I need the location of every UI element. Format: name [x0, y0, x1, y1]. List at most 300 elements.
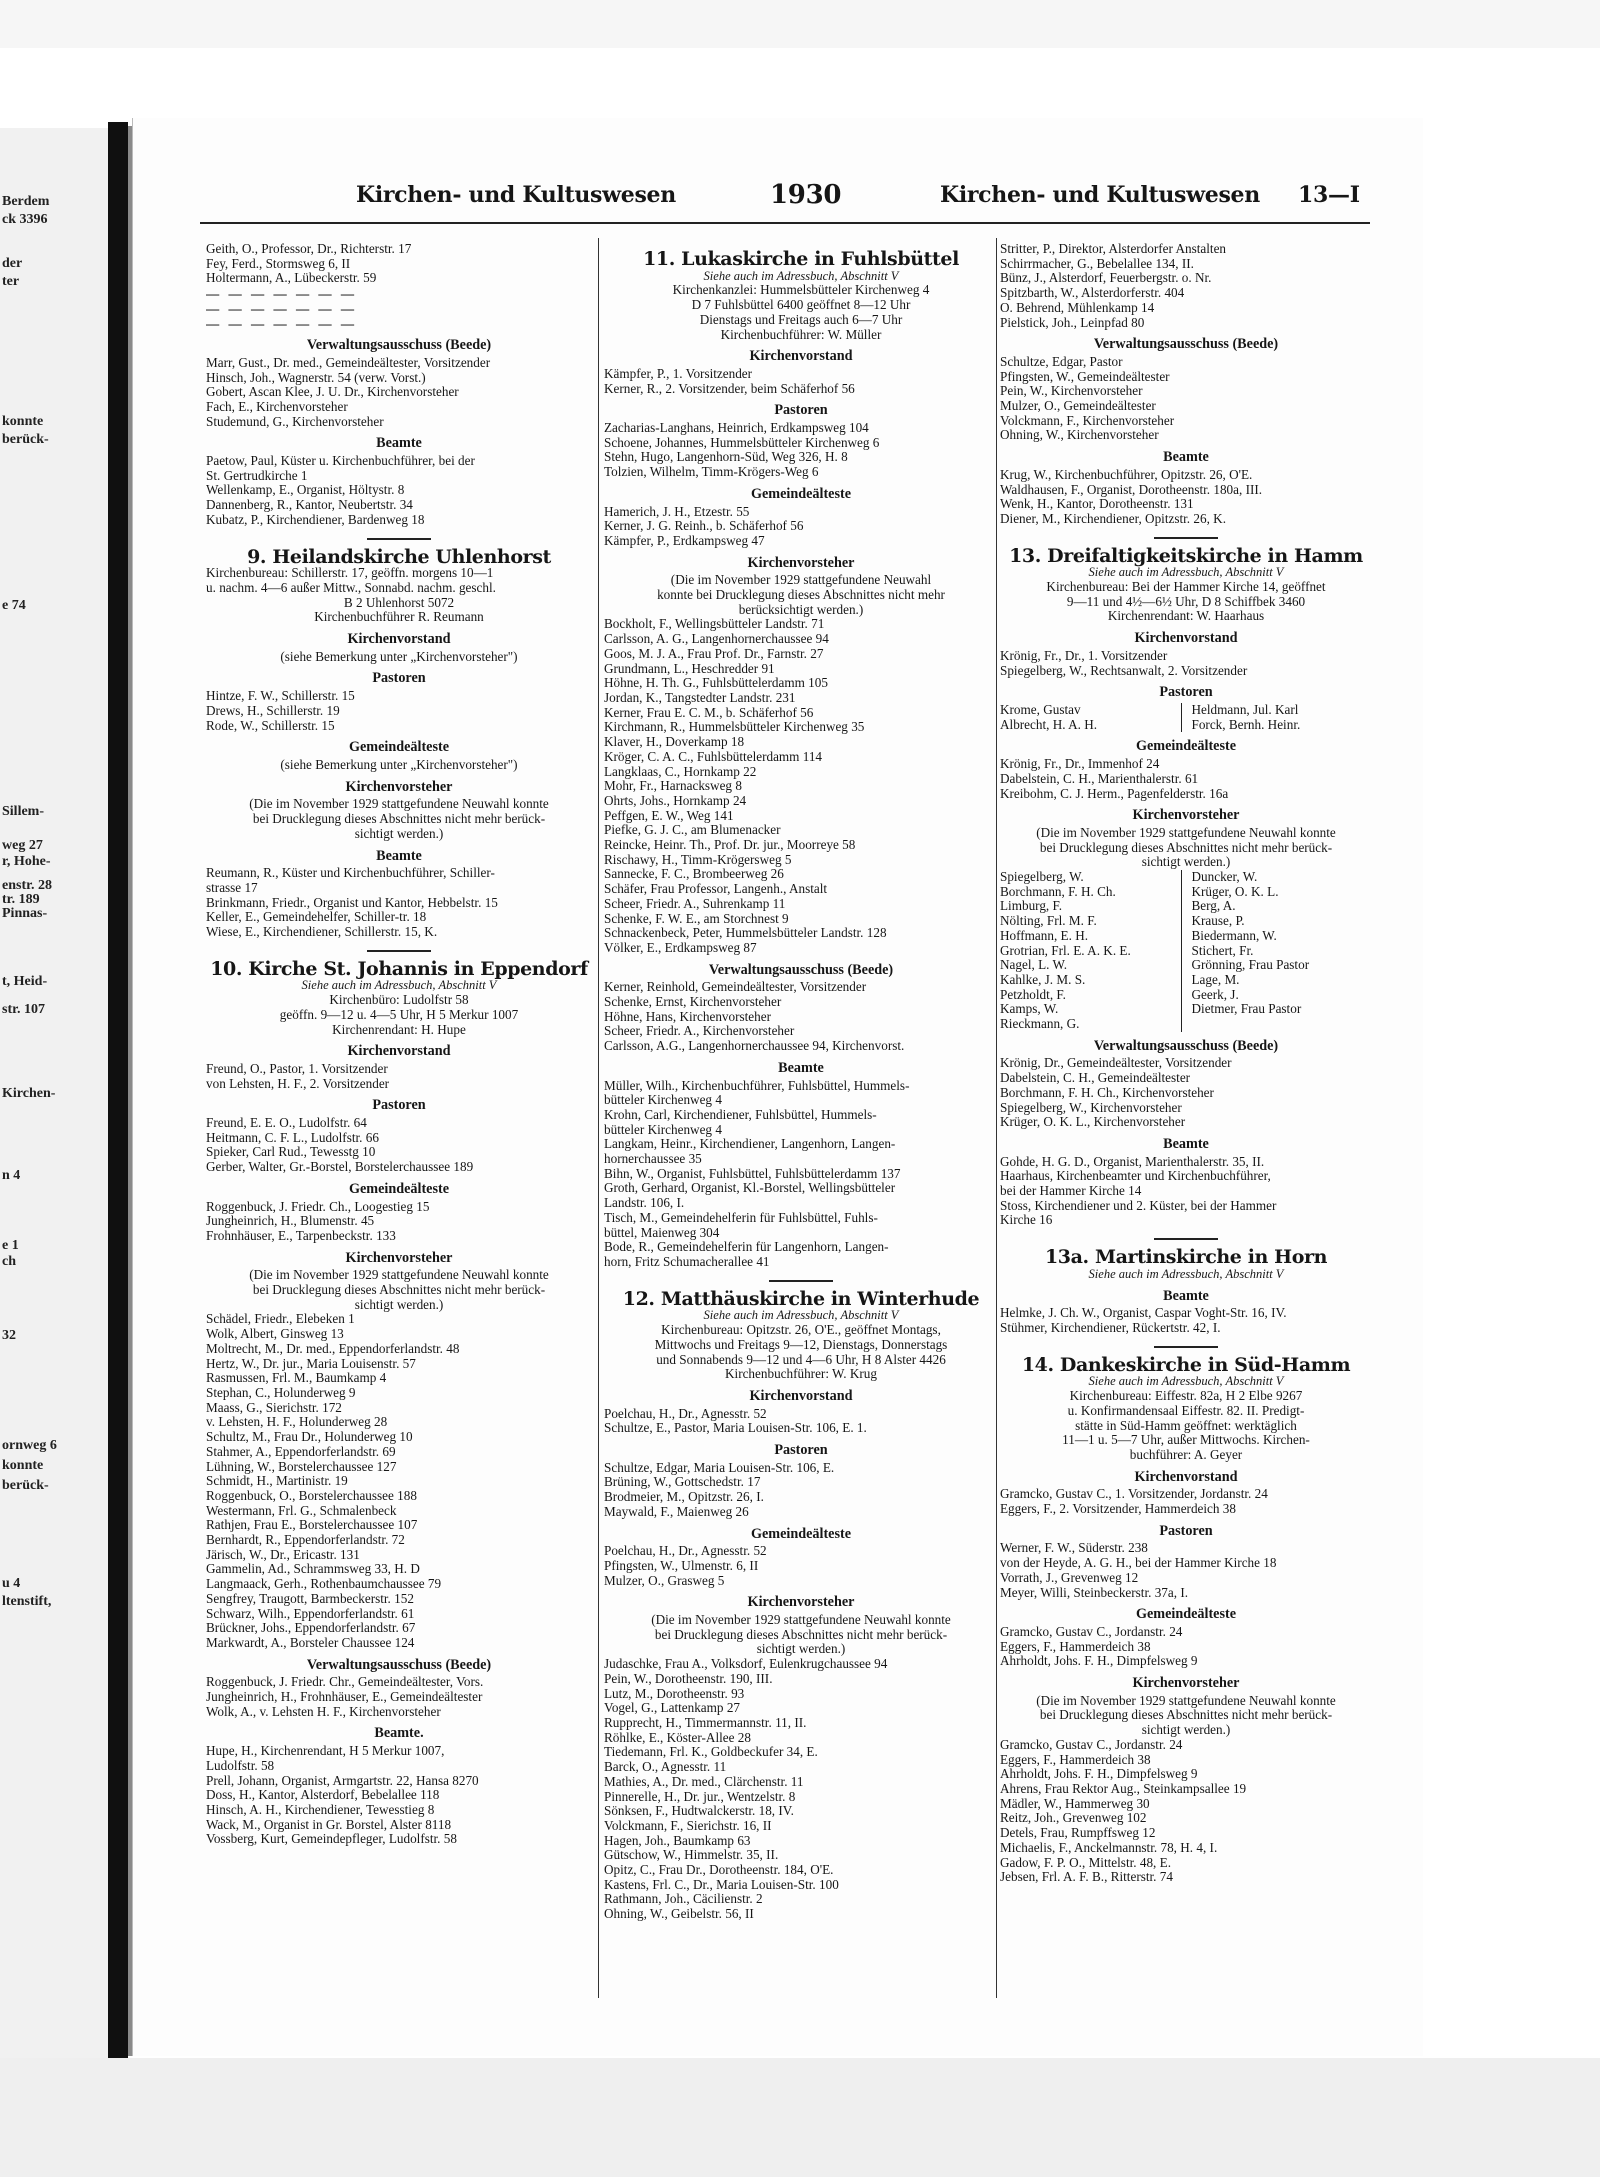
entry-line: strasse 17 — [206, 880, 258, 895]
entry-line: Schnackenbeck, Peter, Hummelsbütteler Landstr. 128 — [604, 926, 887, 941]
entry-line: bütteler Kirchenweg 4 — [604, 1093, 722, 1108]
left-page-fragment: u 4 — [2, 1576, 21, 1591]
entry-line: Tiedemann, Frl. K., Goldbeckufer 34, E. — [604, 1745, 818, 1760]
subsection-heading: Beamte — [1163, 1135, 1209, 1152]
column-divider — [598, 238, 599, 1998]
entry-line: Spiegelberg, W., Rechtsanwalt, 2. Vorsitzender — [1000, 663, 1248, 678]
entry-line: Wellenkamp, E., Organist, Höltystr. 8 — [206, 483, 405, 498]
entry-line: Pein, W., Dorotheenstr. 190, III. — [604, 1671, 773, 1686]
entry-line: Moltrecht, M., Dr. med., Eppendorferlandstr. 48 — [206, 1341, 460, 1356]
entry-line: Schwarz, Wilh., Eppendorferlandstr. 61 — [206, 1606, 415, 1621]
subsection-heading: Kirchenvorstand — [347, 1043, 451, 1060]
entry-line: Drews, H., Schillerstr. 19 — [206, 703, 340, 718]
entry-line: Landstr. 106, I. — [604, 1196, 685, 1211]
entry-line: Roggenbuck, J. Friedr. Chr., Gemeindeältester, Vors. — [206, 1675, 484, 1690]
entry-line: Jebsen, Frl. A. F. B., Ritterstr. 74 — [1000, 1870, 1173, 1885]
subsection-heading: Beamte — [376, 435, 422, 452]
entry-line: Schädel, Friedr., Elebeken 1 — [206, 1312, 355, 1327]
centered-note: sichtigt werden.) — [354, 1297, 444, 1312]
entry-line: Doss, H., Kantor, Alsterdorf, Bebelallee 118 — [206, 1788, 440, 1803]
entry-line: Pielstick, Joh., Leinpfad 80 — [1000, 315, 1145, 330]
entry-line: Stephan, C., Holunderweg 9 — [206, 1386, 356, 1400]
entry-line: Grotrian, Frl. E. A. K. E. — [1000, 943, 1131, 958]
column-2 — [604, 242, 998, 2002]
entry-line: Langmaack, Gerh., Rothenbaumchaussee 79 — [206, 1577, 442, 1592]
entry-line: Spiegelberg, W., Kirchenvorsteher — [1000, 1100, 1182, 1115]
entry-line: Grönning, Frau Pastor — [1191, 958, 1310, 973]
entry-line: Schenke, Ernst, Kirchenvorsteher — [604, 995, 782, 1010]
entry-line: Bernhardt, R., Eppendorferlandstr. 72 — [206, 1533, 405, 1548]
subsection-heading: Gemeindeälteste — [750, 1525, 852, 1542]
section-rule — [1154, 1346, 1218, 1348]
entry-line: Ohning, W., Kirchenvorsteher — [1000, 428, 1159, 443]
centered-note: (Die im November 1929 stattgefundene Neuwahl konnte — [249, 1268, 549, 1283]
entry-line: Stritter, P., Direktor, Alsterdorfer Anstalten — [1000, 242, 1227, 256]
entry-line: Judaschke, Frau A., Volksdorf, Eulenkrugchaussee 94 — [604, 1657, 888, 1672]
subsection-heading: Beamte — [1163, 1287, 1209, 1304]
entry-line: Roggenbuck, O., Borstelerchaussee 188 — [206, 1488, 417, 1503]
entry-line: Scheer, Friedr. A., Kirchenvorsteher — [604, 1024, 795, 1039]
centered-note: sichtigt werden.) — [1141, 855, 1231, 870]
centered-note: bei Drucklegung dieses Abschnittes nicht mehr berück- — [252, 812, 546, 827]
entry-line: Maywald, F., Maienweg 26 — [604, 1504, 749, 1519]
entry-line: Krohn, Carl, Kirchendiener, Fuhlsbüttel, Hummels- — [604, 1107, 877, 1122]
entry-line — [1192, 1017, 1373, 1032]
entry-line: Sannecke, F. C., Brombeerweg 26 — [604, 867, 784, 882]
entry-line: Mathies, A., Dr. med., Clärchenstr. 11 — [604, 1774, 804, 1789]
entry-line: Petzholdt, F. — [1000, 987, 1066, 1002]
entry-line: Bockholt, F., Wellingsbütteler Landstr. 71 — [604, 617, 825, 632]
entry-line: Mulzer, O., Grasweg 5 — [604, 1573, 725, 1588]
entry-line: Dannenberg, R., Kantor, Neubertstr. 34 — [206, 498, 413, 513]
left-page-fragment: der — [2, 256, 23, 271]
left-page-fragment: Pinnas- — [2, 906, 48, 921]
entry-line: Brodmeier, M., Opitzstr. 26, I. — [604, 1490, 764, 1505]
left-page-fragment: n 4 — [2, 1168, 21, 1183]
subsection-heading: Gemeindeälteste — [750, 485, 852, 502]
entry-line: O. Behrend, Mühlenkamp 14 — [1000, 300, 1155, 315]
header-left-title: Kirchen- und Kultuswesen — [356, 182, 676, 208]
entry-line: Scheer, Friedr. A., Suhrenkamp 11 — [604, 896, 786, 911]
entry-line: Krönig, Dr., Gemeindeältester, Vorsitzender — [1000, 1056, 1232, 1071]
pastoren-right — [1182, 703, 1373, 732]
subsection-heading: Beamte — [376, 847, 422, 864]
entry-line: Höhne, Hans, Kirchenvorsteher — [604, 1009, 771, 1024]
entry-line: Pfingsten, W., Gemeindeältester — [1000, 369, 1170, 384]
subsection-heading: Gemeindeälteste — [348, 739, 450, 756]
see-also-note: Siehe auch im Adressbuch, Abschnitt V — [1088, 1266, 1284, 1281]
entry-line: Paetow, Paul, Küster u. Kirchenbuchführer, bei der — [206, 454, 475, 469]
centered-note: konnte bei Drucklegung dieses Abschnittes nicht mehr — [657, 588, 945, 603]
entry-line: Diener, M., Kirchendiener, Opitzstr. 26, K. — [1000, 511, 1227, 526]
entry-line: Heldmann, Jul. Karl — [1191, 702, 1299, 717]
entry-line: Ahrens, Frau Rektor Aug., Steinkampsallee 19 — [1000, 1781, 1247, 1796]
left-page-fragment: ch — [2, 1254, 16, 1269]
entry-line: Hoffmann, E. H. — [1000, 928, 1089, 943]
entry-line: Kreibohm, C. J. Herm., Pagenfelderstr. 16a — [1000, 786, 1229, 801]
adjacent-left-page — [0, 128, 108, 2058]
centered-note: stätte in Süd-Hamm geöffnet: werktäglich — [1075, 1418, 1297, 1433]
centered-note: Kirchenrendant: H. Hupe — [332, 1022, 466, 1037]
section-rule — [1154, 1238, 1218, 1240]
scan-border-top — [0, 0, 1600, 48]
entry-line: Lühning, W., Borstelerchaussee 127 — [206, 1459, 397, 1474]
entry-line: Ludolfstr. 58 — [206, 1758, 275, 1773]
entry-line: büttel, Maienweg 304 — [604, 1225, 720, 1240]
entry-line: horn, Fritz Schumacherallee 41 — [604, 1255, 770, 1269]
entry-line: Reumann, R., Küster und Kirchenbuchführer, Schiller- — [206, 866, 495, 881]
entry-line: Meyer, Willi, Steinbeckerstr. 37a, I. — [1000, 1585, 1189, 1600]
entry-line: Röhlke, E., Köster-Allee 28 — [604, 1730, 751, 1745]
centered-note: Dienstags und Freitags auch 6—7 Uhr — [699, 312, 903, 327]
entry-line: Gerber, Walter, Gr.-Borstel, Borstelerchaussee 189 — [206, 1160, 474, 1175]
subsection-heading: Verwaltungsausschuss (Beede) — [1093, 1037, 1279, 1054]
entry-line: v. Lehsten, H. F., Holunderweg 28 — [206, 1415, 388, 1430]
left-page-fragment: ter — [2, 274, 20, 289]
centered-note: bei Drucklegung dieses Abschnittes nicht mehr berück- — [1039, 1708, 1333, 1723]
vorsteher-table — [1000, 870, 1372, 1032]
subsection-heading: Pastoren — [774, 402, 828, 419]
left-page-fragment: konnte — [2, 1458, 44, 1473]
entry-line: Detels, Frau, Rumpffsweg 12 — [1000, 1826, 1156, 1841]
entry-line: Stichert, Fr. — [1191, 943, 1254, 958]
centered-note: (Die im November 1929 stattgefundene Neuwahl konnte — [1036, 825, 1336, 840]
section-heading: 14. Dankeskirche in Süd-Hamm — [1021, 1353, 1351, 1376]
entry-line: Spieker, Carl Rud., Tewesstg 10 — [206, 1145, 376, 1160]
section-heading: 12. Matthäuskirche in Winterhude — [622, 1287, 980, 1310]
subsection-heading: Kirchenvorsteher — [747, 1594, 855, 1611]
pastoren-table — [1000, 703, 1372, 732]
entry-line: Hintze, F. W., Schillerstr. 15 — [206, 689, 355, 704]
centered-note: Kirchenbureau: Eiffestr. 82a, H 2 Elbe 9267 — [1069, 1389, 1303, 1404]
entry-line: Stehn, Hugo, Langenhorn-Süd, Weg 326, H. 8 — [604, 450, 848, 465]
entry-line: Opitz, C., Frau Dr., Dorotheenstr. 184, O'E. — [604, 1863, 834, 1878]
subsection-heading: Beamte. — [374, 1725, 424, 1742]
centered-note: sichtigt werden.) — [756, 1642, 846, 1657]
header-year: 1930 — [770, 180, 842, 210]
entry-line: Nagel, L. W. — [1000, 958, 1068, 973]
centered-note: (Die im November 1929 stattgefundene Neuwahl konnte — [1036, 1693, 1336, 1708]
see-also-note: Siehe auch im Adressbuch, Abschnitt V — [1088, 1374, 1284, 1389]
section-heading: 9. Heilandskirche Uhlenhorst — [247, 545, 551, 568]
centered-note: (siehe Bemerkung unter „Kirchenvorsteher") — [280, 649, 518, 664]
left-page-fragment: berück- — [2, 1478, 49, 1493]
entry-line: Bünz, J., Alsterdorf, Feuerbergstr. o. Nr. — [1000, 271, 1212, 286]
entry-line: Hinsch, Joh., Wagnerstr. 54 (verw. Vorst.) — [206, 370, 426, 385]
centered-note: 9—11 und 4½—6½ Uhr, D 8 Schiffbek 3460 — [1066, 594, 1306, 609]
left-page-fragment: konnte — [2, 414, 44, 429]
vorsteher-left — [1000, 870, 1182, 1032]
subsection-heading: Verwaltungsausschuss (Beede) — [1093, 336, 1279, 353]
entry-line: Vogel, G., Lattenkamp 27 — [604, 1701, 741, 1716]
entry-line: Stühmer, Kirchendiener, Rückertstr. 42, I. — [1000, 1321, 1221, 1335]
entry-line: Schultze, Edgar, Pastor — [1000, 354, 1123, 369]
col3-part-c — [1000, 1039, 1372, 1885]
subsection-heading: Kirchenvorsteher — [345, 1249, 453, 1266]
entry-line: Westermann, Frl. G., Schmalenbeck — [206, 1503, 397, 1518]
entry-line: Borchmann, F. H. Ch. — [1000, 884, 1116, 899]
entry-line: Hupe, H., Kirchenrendant, H 5 Merkur 1007, — [206, 1744, 445, 1759]
entry-line: Hagen, Joh., Baumkamp 63 — [604, 1833, 751, 1848]
left-page-fragment: str. 107 — [2, 1002, 46, 1017]
entry-line: Kirchmann, R., Hummelsbütteler Kirchenweg 35 — [604, 720, 865, 735]
section-rule — [1154, 537, 1218, 539]
entry-line: Pinnerelle, H., Dr. jur., Wentzelstr. 8 — [604, 1789, 796, 1804]
centered-note: berücksichtigt werden.) — [738, 602, 864, 617]
entry-line: Kirchenbureau: Schillerstr. 17, geöffn. morgens 10—1 — [206, 566, 494, 581]
entry-line: Dabelstein, C. H., Marienthalerstr. 61 — [1000, 771, 1199, 786]
entry-line: Klaver, H., Doverkamp 18 — [604, 735, 745, 750]
entry-line: Gramcko, Gustav C., 1. Vorsitzender, Jordanstr. 24 — [1000, 1487, 1268, 1502]
entry-line: Dietmer, Frau Pastor — [1191, 1002, 1302, 1017]
entry-line: Gütschow, W., Himmelstr. 35, II. — [604, 1848, 779, 1863]
entry-line: Waldhausen, F., Organist, Dorotheenstr. 180a, III. — [1000, 482, 1263, 497]
centered-note: Mittwochs und Freitags 9—12, Dienstags, Donnerstags — [654, 1337, 948, 1352]
subsection-heading: Kirchenvorsteher — [1132, 807, 1240, 824]
entry-line: Krug, W., Kirchenbuchführer, Opitzstr. 26, O'E. — [1000, 467, 1253, 482]
entry-line: Kahlke, J. M. S. — [1000, 972, 1086, 987]
entry-line: Maass, G., Sierichstr. 172 — [206, 1400, 342, 1415]
entry-line: Pein, W., Kirchenvorsteher — [1000, 384, 1143, 399]
entry-line: Freund, E. E. O., Ludolfstr. 64 — [206, 1116, 367, 1131]
entry-line: Höhne, H. Th. G., Fuhlsbüttelerdamm 105 — [604, 676, 828, 691]
entry-line: Rischawy, H., Timm-Krögersweg 5 — [604, 852, 792, 867]
entry-line: Wolk, A., v. Lehsten H. F., Kirchenvorsteher — [206, 1704, 441, 1719]
entry-line: Krause, P. — [1191, 914, 1245, 929]
entry-line: Ahrholdt, Johs. F. H., Dimpfelsweg 9 — [1000, 1654, 1198, 1669]
entry-line: Schoene, Johannes, Hummelsbütteler Kirchenweg 6 — [604, 435, 880, 450]
left-page-fragment: t, Heid- — [2, 974, 48, 989]
entry-line: Lage, M. — [1191, 972, 1240, 987]
entry-line: Wolk, Albert, Ginsweg 13 — [206, 1327, 344, 1342]
centered-note: Kirchenbureau: Opitzstr. 26, O'E., geöffnet Montags, — [661, 1323, 941, 1338]
entry-line: Spitzbarth, W., Alsterdorferstr. 404 — [1000, 286, 1185, 301]
entry-line: Studemund, G., Kirchenvorsteher — [206, 414, 384, 429]
section-heading: 13. Dreifaltigkeitskirche in Hamm — [1009, 544, 1363, 567]
centered-note: (Die im November 1929 stattgefundene Neuwahl — [670, 573, 932, 588]
book-gutter — [108, 122, 128, 2058]
left-page-fragment: r, Hohe- — [2, 854, 51, 869]
entry-line: Kamps, W. — [1000, 1002, 1059, 1017]
subsection-heading: Kirchenvorstand — [749, 1387, 853, 1404]
entry-line: Carlsson, A.G., Langenhornerchaussee 94, Kirchenvorst. — [604, 1039, 905, 1054]
entry-line: Mohr, Fr., Harnacksweg 8 — [604, 779, 742, 794]
subsection-heading: Kirchenvorsteher — [1132, 1675, 1240, 1692]
entry-line: Marr, Gust., Dr. med., Gemeindeältester, Vorsitzender — [206, 355, 491, 370]
subsection-heading: Verwaltungsausschuss (Beede) — [306, 1656, 492, 1673]
entry-line: Kröger, C. A. C., Fuhlsbüttelerdamm 114 — [604, 749, 823, 764]
entry-line: Mulzer, O., Gemeindeältester — [1000, 399, 1156, 414]
entry-line: hornerchaussee 35 — [604, 1152, 702, 1167]
entry-line: Jungheinrich, H., Blumenstr. 45 — [206, 1214, 375, 1229]
entry-line: u. nachm. 4—6 außer Mittw., Sonnabd. nachm. geschl. — [206, 580, 496, 595]
entry-line: Sengfrey, Traugott, Barmbeckerstr. 152 — [206, 1591, 414, 1606]
centered-note: Kirchenkanzlei: Hummelsbütteler Kirchenweg 4 — [672, 283, 930, 298]
centered-note: Kirchenbüro: Ludolfstr 58 — [329, 993, 469, 1008]
see-also-note: Siehe auch im Adressbuch, Abschnitt V — [703, 1308, 899, 1323]
left-page-fragment: Sillem- — [2, 804, 44, 819]
entry-line: Fey, Ferd., Stormsweg 6, II — [206, 256, 351, 271]
entry-line: Eggers, F., 2. Vorsitzender, Hammerdeich 38 — [1000, 1502, 1236, 1517]
entry-line: Poelchau, H., Dr., Agnesstr. 52 — [604, 1406, 767, 1421]
entry-line: Berg, A. — [1191, 899, 1236, 914]
subsection-heading: Beamte — [778, 1059, 824, 1076]
entry-line: Jungheinrich, H., Frohnhäuser, E., Gemeindeältester — [206, 1690, 483, 1705]
entry-line: Brinkmann, Friedr., Organist und Kantor, Hebbelstr. 15 — [206, 895, 498, 910]
header-rule — [200, 222, 1370, 224]
entry-line: Sönksen, F., Hudtwalckerstr. 18, IV. — [604, 1804, 794, 1819]
vorsteher-right — [1182, 870, 1373, 1032]
entry-line: Piefke, G. J. C., am Blumenacker — [604, 823, 781, 838]
entry-line: Stahmer, A., Eppendorferlandstr. 69 — [206, 1444, 396, 1459]
entry-line: Schenke, F. W. E., am Storchnest 9 — [604, 911, 789, 926]
centered-note: Kirchenbureau: Bei der Hammer Kirche 14, geöffnet — [1046, 580, 1326, 595]
entry-line: Schultze, E., Pastor, Maria Louisen-Str. 106, E. 1. — [604, 1421, 867, 1436]
entry-line: Rasmussen, Frl. M., Baumkamp 4 — [206, 1371, 387, 1386]
entry-line: Müller, Wilh., Kirchenbuchführer, Fuhlsbüttel, Hummels- — [604, 1078, 910, 1093]
section-rule — [367, 950, 431, 952]
entry-line: Brückner, Johs., Eppendorferlandstr. 67 — [206, 1621, 416, 1636]
left-page-fragment: enstr. 28 — [2, 878, 53, 893]
entry-line: Roggenbuck, J. Friedr. Ch., Loogestieg 15 — [206, 1199, 430, 1214]
entry-line: Hamerich, J. H., Etzestr. 55 — [604, 504, 750, 519]
entry-line: Wiese, E., Kirchendiener, Schillerstr. 15, K. — [206, 925, 438, 940]
entry-line: Hinsch, A. H., Kirchendiener, Tewesstieg 8 — [206, 1802, 435, 1817]
entry-line: Stoss, Kirchendiener und 2. Küster, bei der Hammer — [1000, 1198, 1277, 1213]
see-also-note: Siehe auch im Adressbuch, Abschnitt V — [703, 268, 899, 283]
centered-note: bei Drucklegung dieses Abschnittes nicht mehr berück- — [252, 1283, 546, 1298]
col3-part-a — [1000, 242, 1372, 700]
page-number: 13—I — [1298, 182, 1360, 208]
entry-line: Gammelin, Ad., Schrammsweg 33, H. D — [206, 1562, 420, 1577]
entry-line: Reincke, Heinr. Th., Prof. Dr. jur., Moorreye 58 — [604, 838, 856, 853]
entry-line: Ohning, W., Geibelstr. 56, II — [604, 1907, 754, 1922]
entry-line: Kastens, Frl. C., Dr., Maria Louisen-Str. 100 — [604, 1877, 839, 1892]
centered-note: buchführer: A. Geyer — [1129, 1447, 1243, 1462]
entry-line: Freund, O., Pastor, 1. Vorsitzender — [206, 1061, 388, 1076]
entry-line: Prell, Johann, Organist, Armgartstr. 22, Hansa 8270 — [206, 1773, 479, 1788]
entry-line: Poelchau, H., Dr., Agnesstr. 52 — [604, 1544, 767, 1559]
entry-line: Duncker, W. — [1191, 870, 1258, 885]
entry-line: Gohde, H. G. D., Organist, Marienthalerstr. 35, II. — [1000, 1154, 1265, 1169]
subsection-heading: Gemeindeälteste — [1135, 1606, 1237, 1623]
entry-line: Krüger, O. K. L. — [1191, 884, 1279, 899]
subsection-heading: Gemeindeälteste — [348, 1180, 450, 1197]
entry-line: Biedermann, W. — [1191, 928, 1277, 943]
section-rule — [769, 1280, 833, 1282]
subsection-heading: Gemeindeälteste — [1135, 738, 1237, 755]
entry-line: Dabelstein, C. H., Gemeindeältester — [1000, 1071, 1191, 1086]
entry-line: Pfingsten, W., Ulmenstr. 6, II — [604, 1558, 759, 1573]
entry-line: Tolzien, Wilhelm, Timm-Krögers-Weg 6 — [604, 465, 819, 480]
entry-line: Krome, Gustav — [1000, 702, 1081, 717]
entry-line: Rathmann, Joh., Cäcilienstr. 2 — [604, 1892, 763, 1907]
subsection-heading: Verwaltungsausschuss (Beede) — [306, 337, 492, 354]
entry-line: Holtermann, A., Lübeckerstr. 59 — [206, 271, 377, 286]
left-page-fragment: berück- — [2, 432, 49, 447]
see-also-note: Siehe auch im Adressbuch, Abschnitt V — [301, 978, 497, 993]
section-heading: 13a. Martinskirche in Horn — [1044, 1246, 1327, 1269]
centered-note: (Die im November 1929 stattgefundene Neuwahl konnte — [249, 797, 549, 812]
entry-line: Goos, M. J. A., Frau Prof. Dr., Farnstr. 27 — [604, 646, 824, 661]
entry-line: Keller, E., Gemeindehelfer, Schiller-tr. 18 — [206, 910, 427, 925]
entry-line: Kubatz, P., Kirchendiener, Bardenweg 18 — [206, 512, 425, 527]
entry-line: Haarhaus, Kirchenbeamter und Kirchenbuchführer, — [1000, 1169, 1271, 1184]
centered-note: B 2 Uhlenhorst 5072 — [343, 595, 455, 610]
entry-line: Hertz, W., Dr. jur., Maria Louisenstr. 57 — [206, 1356, 416, 1371]
entry-line: St. Gertrudkirche 1 — [206, 468, 308, 483]
entry-line: Zacharias-Langhans, Heinrich, Erdkampsweg 104 — [604, 421, 869, 436]
entry-line: Brüning, W., Gottschedstr. 17 — [604, 1475, 761, 1490]
entry-line: Langkam, Heinr., Kirchendiener, Langenhorn, Langen- — [604, 1137, 896, 1152]
subsection-heading: Verwaltungsausschuss (Beede) — [708, 961, 894, 978]
entry-line: Kerner, R., 2. Vorsitzender, beim Schäferhof 56 — [604, 381, 855, 396]
col3-part-b — [1000, 739, 1372, 870]
page-header — [222, 182, 1372, 216]
entry-line: Albrecht, H. A. H. — [1000, 717, 1098, 732]
entry-line: Mädler, W., Hammerweg 30 — [1000, 1796, 1150, 1811]
entry-line: Kämpfer, P., 1. Vorsitzender — [604, 366, 753, 381]
entry-line: Rathjen, Frau E., Borstelerchaussee 107 — [206, 1518, 418, 1533]
subsection-heading: Kirchenvorstand — [347, 631, 451, 648]
placeholder-dashes: — — — — — — — — [206, 316, 358, 332]
centered-note: sichtigt werden.) — [354, 826, 444, 841]
entry-line: von Lehsten, H. F., 2. Vorsitzender — [206, 1076, 390, 1091]
entry-line: Forck, Bernh. Heinr. — [1191, 717, 1301, 732]
centered-note: bei Drucklegung dieses Abschnittes nicht mehr berück- — [1039, 840, 1333, 855]
centered-note: Kirchenbuchführer: W. Krug — [725, 1367, 877, 1382]
entry-line: von der Heyde, A. G. H., bei der Hammer Kirche 18 — [1000, 1556, 1277, 1571]
left-page-fragment: e 74 — [2, 598, 26, 613]
centered-note: bei Drucklegung dieses Abschnittes nicht mehr berück- — [654, 1627, 948, 1642]
entry-line: Volckmann, F., Kirchenvorsteher — [1000, 413, 1175, 428]
centered-note: Kirchenbuchführer: W. Müller — [720, 327, 882, 342]
entry-line: Schäfer, Frau Professor, Langenh., Anstalt — [604, 882, 828, 897]
section-heading: 11. Lukaskirche in Fuhlsbüttel — [643, 248, 959, 270]
entry-line: Frohnhäuser, E., Tarpenbeckstr. 133 — [206, 1228, 396, 1243]
entry-line: Bode, R., Gemeindehelferin für Langenhorn, Langen- — [604, 1240, 889, 1255]
entry-line: Völker, E., Erdkampsweg 87 — [604, 940, 757, 955]
entry-line: Rode, W., Schillerstr. 15 — [206, 718, 335, 733]
entry-line: Vossberg, Kurt, Gemeindepfleger, Ludolfstr. 58 — [206, 1832, 457, 1847]
header-right-title: Kirchen- und Kultuswesen — [940, 182, 1260, 208]
centered-note: D 7 Fuhlsbüttel 6400 geöffnet 8—12 Uhr — [691, 298, 911, 313]
entry-line: Limburg, F. — [1000, 899, 1063, 914]
see-also-note: Siehe auch im Adressbuch, Abschnitt V — [1088, 565, 1284, 580]
entry-line: Geith, O., Professor, Dr., Richterstr. 17 — [206, 242, 412, 256]
left-page-fragment: weg 27 — [2, 838, 43, 853]
entry-line: Heitmann, C. F. L., Ludolfstr. 66 — [206, 1130, 379, 1145]
entry-line: Gramcko, Gustav C., Jordanstr. 24 — [1000, 1737, 1183, 1752]
entry-line: Kirche 16 — [1000, 1213, 1053, 1228]
section-heading: 10. Kirche St. Johannis in Eppendorf — [210, 957, 588, 980]
left-page-fragment: e 1 — [2, 1238, 19, 1253]
centered-note: u. Konfirmandensaal Eiffestr. 82. II. Predigt- — [1067, 1403, 1305, 1418]
entry-line: Kerner, J. G. Reinh., b. Schäferhof 56 — [604, 519, 804, 534]
subsection-heading: Kirchenvorstand — [1134, 1468, 1238, 1485]
entry-line: Eggers, F., Hammerdeich 38 — [1000, 1639, 1151, 1654]
entry-line: Gramcko, Gustav C., Jordanstr. 24 — [1000, 1624, 1183, 1639]
entry-line: Krönig, Fr., Dr., Immenhof 24 — [1000, 757, 1160, 772]
entry-line: Gobert, Ascan Klee, J. U. Dr., Kirchenvorsteher — [206, 385, 459, 400]
centered-note: und Sonnabends 9—12 und 4—6 Uhr, H 8 Alster 4426 — [656, 1352, 946, 1367]
entry-line: Ohrts, Johs., Hornkamp 24 — [604, 793, 747, 808]
entry-line: bütteler Kirchenweg 4 — [604, 1122, 722, 1137]
entry-line: Fach, E., Kirchenvorsteher — [206, 399, 348, 414]
left-page-fragment: ornweg 6 — [2, 1438, 57, 1453]
placeholder-dashes: — — — — — — — — [206, 301, 358, 317]
entry-line: Barck, O., Agnesstr. 11 — [604, 1760, 727, 1775]
